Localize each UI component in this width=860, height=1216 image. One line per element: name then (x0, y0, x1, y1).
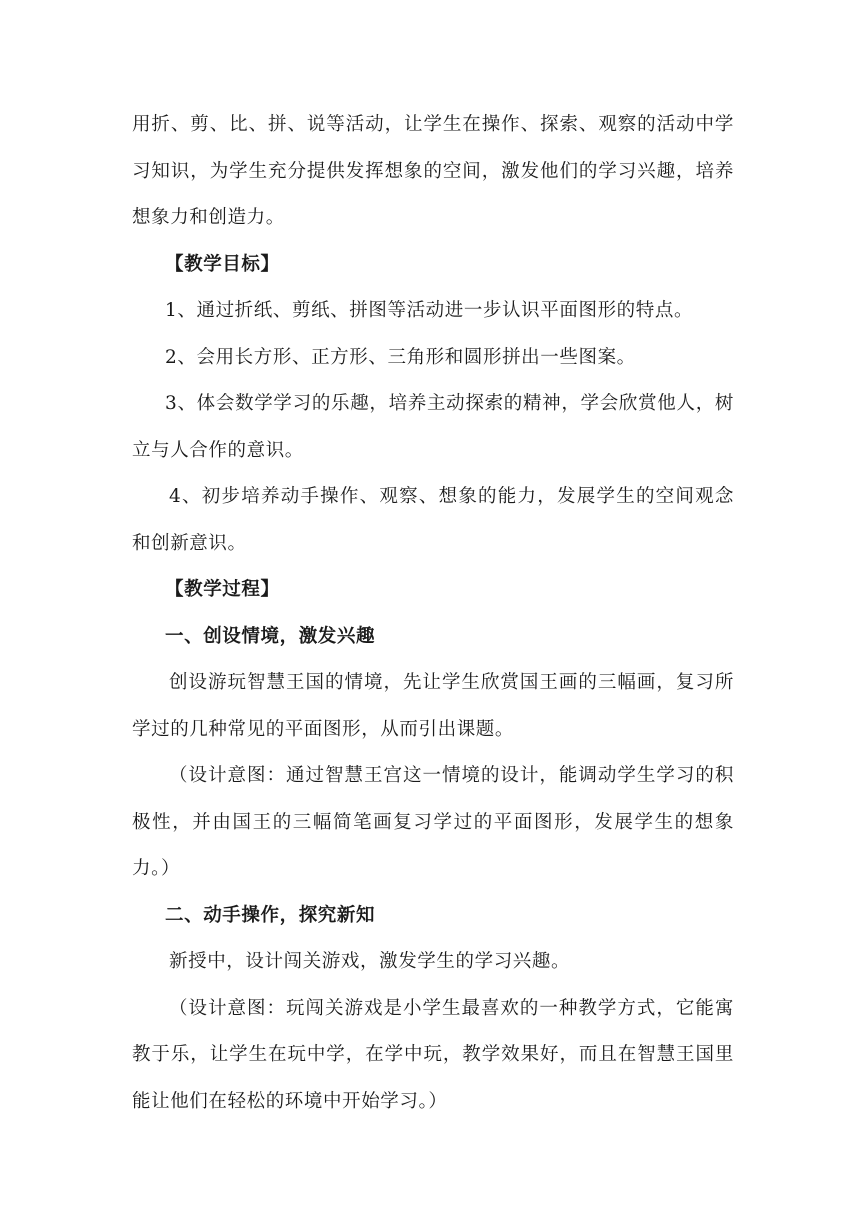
goal-item-2: 2、会用长方形、正方形、三角形和圆形拼出一些图案。 (165, 346, 636, 368)
goal-item-1: 1、通过折纸、剪纸、拼图等活动进一步认识平面图形的特点。 (165, 300, 694, 321)
subheading-step-2: 二、动手操作，探究新知 (165, 904, 376, 926)
goal-item-4: 4、初步培养动手操作、观察、想象的能力，发展学生的空间观念和创新意识。 (132, 486, 734, 554)
subheading-step-1: 一、创设情境，激发兴趣 (165, 625, 376, 647)
intro-paragraph: 用折、剪、比、拼、说等活动，让学生在操作、探索、观察的活动中学习知识，为学生充分提供发挥想象的空间，激发他们的学习兴趣，培养想象力和创造力。 (132, 114, 734, 228)
step-2-design-intent: （设计意图：玩闯关游戏是小学生最喜欢的一种教学方式，它能寓教于乐，让学生在玩中学，在学中玩，教学效果好，而且在智慧王国里能让他们在轻松的环境中开始学习。） (132, 997, 734, 1112)
section-heading-teaching-goals: 【教学目标】 (165, 253, 280, 275)
step-2-paragraph: 新授中，设计闯关游戏，激发学生的学习兴趣。 (169, 951, 571, 972)
goal-item-3: 3、体会数学学习的乐趣，培养主动探索的精神，学会欣赏他人，树立与人合作的意识。 (132, 393, 734, 461)
document-page (132, 102, 734, 1125)
section-heading-teaching-process: 【教学过程】 (165, 579, 280, 600)
step-1-design-intent: （设计意图：通过智慧王宫这一情境的设计，能调动学生学习的积极性，并由国王的三幅简笔画复习学过的平面图形，发展学生的想象力。） (132, 765, 734, 879)
step-1-paragraph: 创设游玩智慧王国的情境，先让学生欣赏国王画的三幅画，复习所学过的几种常见的平面图形，从而引出课题。 (132, 672, 734, 740)
